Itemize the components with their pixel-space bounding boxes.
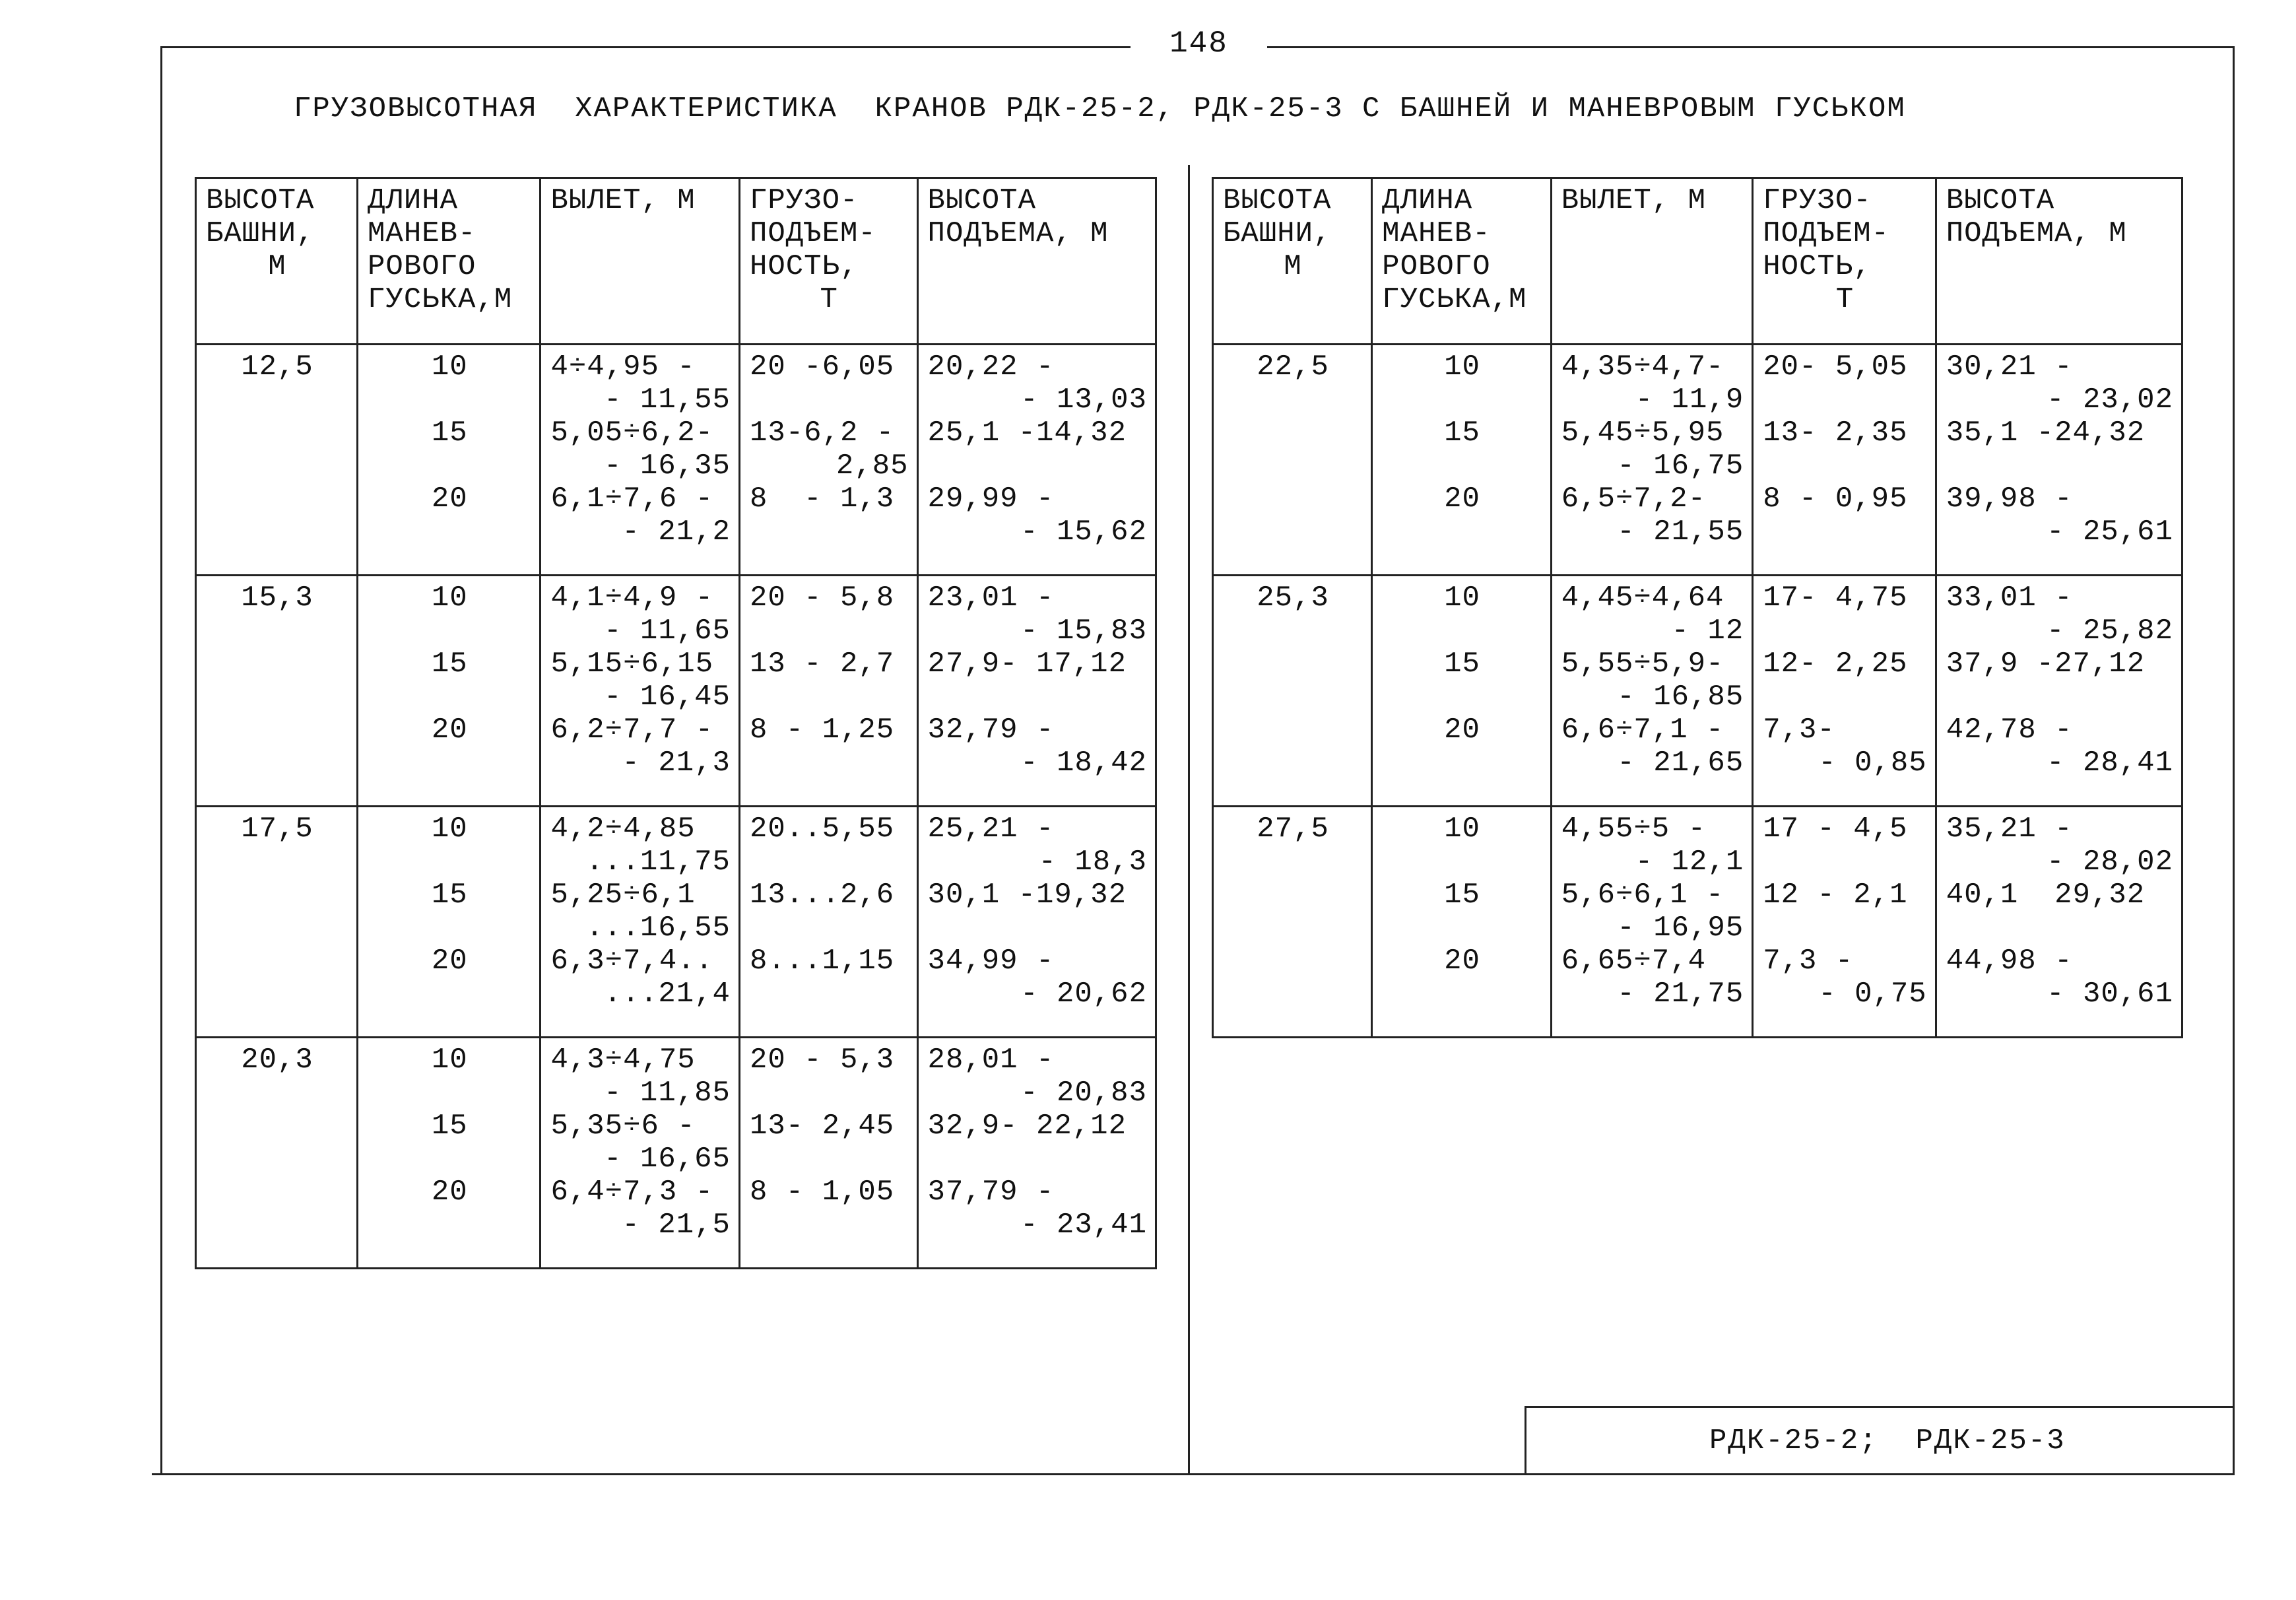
reach-cell	[541, 807, 740, 1038]
cell-line: 6,3÷7,4..	[550, 945, 714, 978]
capacity-cell	[1753, 807, 1936, 1038]
cell-line: ...21,4	[604, 978, 731, 1011]
cell-line: 10	[431, 582, 468, 615]
cell-line: ...11,75	[585, 846, 731, 879]
lift-height-cell	[917, 345, 1156, 576]
cell-line: 20,3	[241, 1044, 313, 1077]
cell-line: 20 - 5,8	[749, 582, 895, 615]
cell-line: 20,22 -	[927, 350, 1055, 383]
cell-line: 42,78 -	[1946, 714, 2073, 747]
header-line: ДЛИНА	[368, 184, 459, 217]
cell-line: 13- 2,45	[749, 1110, 895, 1143]
tower-height-cell	[196, 1038, 358, 1269]
document-title: ГРУЗОВЫСОТНАЯ ХАРАКТЕРИСТИКА КРАНОВ РДК-25-2, РДК-25-3 С БАШНЕЙ И МАНЕВРОВЫМ ГУСЬКОМ	[294, 92, 1906, 125]
cell-line	[928, 912, 1147, 945]
capacity-cell	[739, 1038, 917, 1269]
header-line: Т	[1835, 283, 1854, 316]
cell-line: - 21,2	[622, 516, 731, 549]
cell-line: 10	[1444, 350, 1480, 383]
cell-line: - 23,02	[2047, 383, 2173, 417]
header-jib-length	[1372, 178, 1552, 345]
cell-line: 20	[431, 945, 468, 978]
cell-line: 5,15÷6,15	[550, 648, 714, 681]
lift-height-cell	[1936, 345, 2182, 576]
cell-line: - 21,75	[1617, 978, 1744, 1011]
cell-line: 5,45÷5,95	[1561, 417, 1724, 450]
cell-line: 15	[431, 417, 468, 450]
cell-line	[1946, 912, 2173, 945]
cell-line: 4,1÷4,9 -	[550, 582, 714, 615]
cell-line: 20	[431, 714, 468, 747]
cell-line: 20..5,55	[749, 813, 895, 846]
cell-line: 35,21 -	[1946, 813, 2073, 846]
cell-line: 32,79 -	[927, 714, 1055, 747]
table-row	[1213, 576, 2182, 807]
cell-line: - 20,62	[1020, 978, 1147, 1011]
jib-length-cell	[358, 807, 541, 1038]
header-lift-height	[1936, 178, 2182, 345]
cell-line: 20 -6,05	[749, 350, 895, 383]
header-line: МАНЕВ-	[368, 217, 476, 250]
cell-line	[750, 912, 909, 945]
cell-line: 44,98 -	[1946, 945, 2073, 978]
header-line: ВЫСОТА	[1946, 184, 2055, 217]
cell-line: 17,5	[241, 813, 313, 846]
cell-line: 37,79 -	[927, 1176, 1055, 1209]
cell-line	[750, 1209, 909, 1242]
cell-line: 5,05÷6,2-	[550, 417, 714, 450]
cell-line	[1946, 681, 2173, 714]
cell-line: 20	[431, 1176, 468, 1209]
header-line: ПОДЪЕМ-	[1763, 217, 1890, 250]
tower-height-cell	[196, 807, 358, 1038]
cell-line: - 28,41	[2047, 747, 2173, 780]
cell-line	[928, 681, 1147, 714]
cell-line: - 25,82	[2047, 615, 2173, 648]
cell-line: - 20,83	[1020, 1077, 1147, 1110]
tower-height-cell	[196, 345, 358, 576]
cell-line: 7,3-	[1763, 714, 1835, 747]
header-line: ВЫСОТА	[1223, 184, 1332, 217]
cell-line: 20	[1444, 945, 1480, 978]
cell-line: - 11,65	[604, 615, 731, 648]
table-header-row	[1213, 178, 2182, 345]
cell-line: 30,21 -	[1946, 350, 2073, 383]
cell-line: 4,35÷4,7-	[1561, 350, 1724, 383]
header-line: НОСТЬ,	[749, 250, 859, 283]
header-line: РОВОГО	[368, 250, 476, 283]
cell-line	[750, 615, 909, 648]
cell-line: 32,9- 22,12	[927, 1110, 1127, 1143]
cell-line: 5,55÷5,9-	[1561, 648, 1724, 681]
cell-line: 20	[1444, 714, 1480, 747]
cell-line: - 18,42	[1020, 747, 1147, 780]
cell-line: 39,98 -	[1946, 483, 2073, 516]
cell-line	[750, 1077, 909, 1110]
cell-line: 10	[1444, 813, 1480, 846]
lift-height-cell	[917, 1038, 1156, 1269]
cell-line: - 12,1	[1635, 846, 1744, 879]
load-height-table-right	[1212, 177, 2183, 1038]
cell-line	[1763, 615, 1926, 648]
cell-line: - 16,65	[604, 1143, 731, 1176]
cell-line: 10	[431, 813, 468, 846]
header-line: НОСТЬ,	[1763, 250, 1872, 283]
capacity-cell	[739, 345, 917, 576]
cell-line: 12 - 2,1	[1763, 879, 1908, 912]
cell-line: - 30,61	[2047, 978, 2173, 1011]
cell-line	[1763, 846, 1926, 879]
reach-cell	[1551, 807, 1752, 1038]
jib-length-cell	[1372, 576, 1552, 807]
cell-line	[750, 846, 909, 879]
cell-line: - 0,85	[1818, 747, 1927, 780]
cell-line	[750, 681, 909, 714]
header-capacity	[1753, 178, 1936, 345]
header-line: МАНЕВ-	[1382, 217, 1491, 250]
cell-line	[1763, 516, 1926, 549]
cell-line: 17 - 4,5	[1763, 813, 1908, 846]
cell-line: 4,2÷4,85	[550, 813, 696, 846]
cell-line: - 28,02	[2047, 846, 2173, 879]
cell-line: - 18,3	[1038, 846, 1147, 879]
table-row	[196, 1038, 1156, 1269]
center-divider-line	[1188, 165, 1190, 1475]
reach-cell	[541, 576, 740, 807]
cell-line	[1763, 681, 1926, 714]
reach-cell	[1551, 576, 1752, 807]
header-reach	[541, 178, 740, 345]
header-line: Т	[820, 283, 838, 316]
reach-cell	[541, 1038, 740, 1269]
cell-line: - 21,3	[622, 747, 731, 780]
cell-line: 33,01 -	[1946, 582, 2073, 615]
cell-line: 22,5	[1257, 350, 1329, 383]
title-block-label: РДК-25-2; РДК-25-3	[1709, 1424, 2066, 1457]
header-tower-height	[196, 178, 358, 345]
header-tower-height	[1213, 178, 1372, 345]
header-line: М	[1284, 250, 1302, 283]
cell-line	[750, 383, 909, 417]
cell-line	[1763, 912, 1926, 945]
cell-line: 35,1 -24,32	[1946, 417, 2146, 450]
cell-line: 25,1 -14,32	[927, 417, 1127, 450]
header-line: ГУСЬКА,М	[368, 283, 513, 316]
cell-line	[1946, 450, 2173, 483]
header-line: ВЫЛЕТ, М	[1561, 184, 1706, 217]
frame-top-right-line	[1267, 46, 2235, 48]
cell-line: 28,01 -	[927, 1044, 1055, 1077]
table-row	[1213, 345, 2182, 576]
cell-line: 13 - 2,7	[749, 648, 895, 681]
cell-line: 13-6,2 -	[749, 417, 895, 450]
cell-line: - 16,95	[1617, 912, 1744, 945]
cell-line: 10	[431, 1044, 468, 1077]
cell-line	[1763, 450, 1926, 483]
jib-length-cell	[358, 576, 541, 807]
cell-line: 37,9 -27,12	[1946, 648, 2146, 681]
cell-line: 4,3÷4,75	[550, 1044, 696, 1077]
header-reach	[1551, 178, 1752, 345]
cell-line: 27,9- 17,12	[927, 648, 1127, 681]
cell-line: 8 - 1,3	[749, 483, 895, 516]
cell-line: - 13,03	[1020, 383, 1147, 417]
table-row	[196, 576, 1156, 807]
cell-line: 34,99 -	[927, 945, 1055, 978]
cell-line: 6,1÷7,6 -	[550, 483, 714, 516]
cell-line: - 0,75	[1818, 978, 1927, 1011]
frame-right-line	[2233, 46, 2235, 1475]
reach-cell	[1551, 345, 1752, 576]
cell-line: 8 - 1,05	[749, 1176, 895, 1209]
cell-line: 7,3 -	[1763, 945, 1854, 978]
cell-line: - 11,9	[1635, 383, 1744, 417]
lift-height-cell	[1936, 576, 2182, 807]
cell-line: - 16,85	[1617, 681, 1744, 714]
jib-length-cell	[358, 345, 541, 576]
cell-line: - 16,45	[604, 681, 731, 714]
cell-line: 6,4÷7,3 -	[550, 1176, 714, 1209]
cell-line: - 21,55	[1617, 516, 1744, 549]
tower-height-cell	[1213, 576, 1372, 807]
cell-line: 5,35÷6 -	[550, 1110, 696, 1143]
cell-line: 2,85	[836, 450, 909, 483]
cell-line: 12- 2,25	[1763, 648, 1908, 681]
tower-height-cell	[196, 576, 358, 807]
cell-line	[750, 516, 909, 549]
cell-line: - 23,41	[1020, 1209, 1147, 1242]
tower-height-cell	[1213, 345, 1372, 576]
cell-line: 13- 2,35	[1763, 417, 1908, 450]
header-line: ПОДЪЕМ-	[749, 217, 876, 250]
cell-line: 23,01 -	[927, 582, 1055, 615]
header-line: ГРУЗО-	[1763, 184, 1872, 217]
cell-line: 30,1 -19,32	[927, 879, 1127, 912]
cell-line: 15,3	[241, 582, 313, 615]
cell-line: 40,1 29,32	[1946, 879, 2146, 912]
header-line: ВЫСОТА	[927, 184, 1036, 217]
lift-height-cell	[917, 807, 1156, 1038]
table-row	[1213, 807, 2182, 1038]
cell-line: 10	[431, 350, 468, 383]
capacity-cell	[739, 807, 917, 1038]
cell-line: - 25,61	[2047, 516, 2173, 549]
cell-line: 15	[1444, 417, 1480, 450]
cell-line: - 11,55	[604, 383, 731, 417]
header-line: ВЫЛЕТ, М	[550, 184, 696, 217]
cell-line	[928, 1143, 1147, 1176]
cell-line: 5,6÷6,1 -	[1561, 879, 1724, 912]
header-line: БАШНИ,	[206, 217, 315, 250]
tower-height-cell	[1213, 807, 1372, 1038]
cell-line: 6,65÷7,4	[1561, 945, 1706, 978]
cell-line: 4,45÷4,64	[1561, 582, 1724, 615]
cell-line: 15	[1444, 648, 1480, 681]
header-line: ГРУЗО-	[749, 184, 859, 217]
cell-line: 25,3	[1257, 582, 1329, 615]
cell-line	[750, 978, 909, 1011]
jib-length-cell	[358, 1038, 541, 1269]
cell-line: 20- 5,05	[1763, 350, 1908, 383]
header-capacity	[739, 178, 917, 345]
cell-line: ...16,55	[585, 912, 731, 945]
cell-line: - 16,35	[604, 450, 731, 483]
cell-line: 29,99 -	[927, 483, 1055, 516]
reach-cell	[541, 345, 740, 576]
cell-line: 13...2,6	[749, 879, 895, 912]
cell-line: 4÷4,95 -	[550, 350, 696, 383]
jib-length-cell	[1372, 807, 1552, 1038]
cell-line: 20	[1444, 483, 1480, 516]
cell-line: 8 - 1,25	[749, 714, 895, 747]
table-header-row	[196, 178, 1156, 345]
cell-line: - 15,83	[1020, 615, 1147, 648]
cell-line: 15	[431, 879, 468, 912]
capacity-cell	[1753, 576, 1936, 807]
cell-line: 8...1,15	[749, 945, 895, 978]
cell-line: 6,6÷7,1 -	[1561, 714, 1724, 747]
page-number: 148	[1169, 26, 1228, 61]
cell-line: - 12	[1671, 615, 1744, 648]
frame-left-line	[160, 46, 162, 1475]
header-line: ГУСЬКА,М	[1382, 283, 1527, 316]
table-row	[196, 345, 1156, 576]
frame-top-left-line	[160, 46, 1131, 48]
load-height-table-left	[195, 177, 1157, 1269]
table-row	[196, 807, 1156, 1038]
cell-line: - 11,85	[604, 1077, 731, 1110]
cell-line: - 21,65	[1617, 747, 1744, 780]
cell-line: 20	[431, 483, 468, 516]
cell-line: 15	[1444, 879, 1480, 912]
cell-line: 15	[431, 648, 468, 681]
cell-line: 15	[431, 1110, 468, 1143]
cell-line	[1763, 383, 1926, 417]
header-line: ПОДЪЕМА, М	[1946, 217, 2127, 250]
lift-height-cell	[1936, 807, 2182, 1038]
cell-line: - 21,5	[622, 1209, 731, 1242]
cell-line: - 16,75	[1617, 450, 1744, 483]
cell-line: 8 - 0,95	[1763, 483, 1908, 516]
cell-line: 12,5	[241, 350, 313, 383]
cell-line: 27,5	[1257, 813, 1329, 846]
header-line: БАШНИ,	[1223, 217, 1332, 250]
header-line: ВЫСОТА	[206, 184, 315, 217]
cell-line: 10	[1444, 582, 1480, 615]
cell-line: 6,5÷7,2-	[1561, 483, 1706, 516]
cell-line: 25,21 -	[927, 813, 1055, 846]
lift-height-cell	[917, 576, 1156, 807]
cell-line: 6,2÷7,7 -	[550, 714, 714, 747]
header-lift-height	[917, 178, 1156, 345]
cell-line	[750, 747, 909, 780]
header-line: М	[268, 250, 286, 283]
header-line: ДЛИНА	[1382, 184, 1473, 217]
cell-line: - 15,62	[1020, 516, 1147, 549]
cell-line: 17- 4,75	[1763, 582, 1908, 615]
cell-line: 4,55÷5 -	[1561, 813, 1706, 846]
capacity-cell	[739, 576, 917, 807]
cell-line	[750, 1143, 909, 1176]
jib-length-cell	[1372, 345, 1552, 576]
capacity-cell	[1753, 345, 1936, 576]
cell-line: 20 - 5,3	[749, 1044, 895, 1077]
header-line: ПОДЪЕМА, М	[927, 217, 1109, 250]
header-jib-length	[358, 178, 541, 345]
cell-line: 5,25÷6,1	[550, 879, 696, 912]
header-line: РОВОГО	[1382, 250, 1491, 283]
cell-line	[928, 450, 1147, 483]
